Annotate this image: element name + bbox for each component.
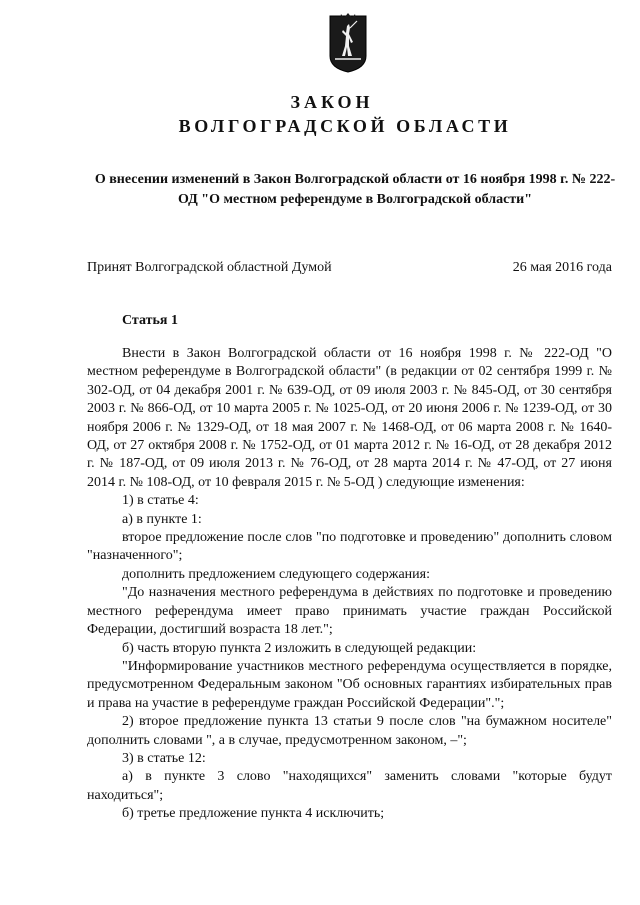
paragraph: б) третье предложение пункта 4 исключить; <box>122 806 385 822</box>
paragraph: а) в пункте 1: <box>122 511 202 527</box>
adoption-date: 26 мая 2016 года <box>512 260 612 275</box>
paragraph: 1) в статье 4: <box>122 493 199 509</box>
paragraph: "Информирование участников местного референдума осуществляется в порядке, предусмотренном Федеральным законом "Об основных гарантиях избирательных прав и права на участие в референдуме граждан Российской Федерации"."; <box>87 658 612 711</box>
law-region-title: ВОЛГОГРАДСКОЙ ОБЛАСТИ <box>178 116 512 136</box>
paragraph: дополнить предложением следующего содержания: <box>122 566 430 582</box>
paragraph: "До назначения местного референдума в действиях по подготовке и проведению местного референдума имеет право принимать участие граждан Российской Федерации, достигший возраста 18 лет."; <box>87 585 612 638</box>
paragraph: второе предложение после слов "по подготовке и проведению" дополнить словом "назначенного"; <box>87 530 612 564</box>
paragraph: б) часть вторую пункта 2 изложить в следующей редакции: <box>122 640 477 656</box>
paragraph: 3) в статье 12: <box>122 750 206 766</box>
adoption-line <box>87 260 612 276</box>
paragraph: а) в пункте 3 слово "находящихся" заменить словами "которые будут находиться"; <box>87 769 612 803</box>
coat-of-arms-emblem <box>327 12 369 74</box>
adopted-by: Принят Волгоградской областной Думой <box>87 260 332 275</box>
paragraph: 2) второе предложение пункта 13 статьи 9 после слов "на бумажном носителе" дополнить словами ", а в случае, предусмотренном законом, –"; <box>87 714 612 748</box>
law-title: ЗАКОН <box>290 92 374 112</box>
paragraph: Внести в Закон Волгоградской области от 16 ноября 1998 г. № 222-ОД "О местном референдуме в Волгоградской области" (в редакции от 02 сентября 1999 г. № 302-ОД, от 04 декабря 2001 г. № 639-ОД, от 09 июля 2003 г. № 845-ОД, от 30 сентября 2003 г. № 866-ОД, от 10 марта 2005 г. № 1025-ОД, от 20 июня 2006 г. № 1239-ОД, от 30 ноября 2006 г. № 1329-ОД, от 18 мая 2007 г. № 1468-ОД, от 06 марта 2008 г. № 1640-ОД, от 27 октября 2008 г. № 1752-ОД, от 01 марта 2012 г. № 16-ОД, от 28 декабря 2012 г. № 187-ОД, от 09 июля 2013 г. № 76-ОД, от 28 марта 2014 г. № 47-ОД, от 27 июня 2014 г. № 108-ОД, от 10 февраля 2015 г. № 5-ОД ) следующие изменения: <box>87 346 612 490</box>
law-subject: О внесении изменений в Закон Волгоградской области от 16 ноября 1998 г. № 222-ОД "О местном референдуме в Волгоградской области" <box>94 172 616 207</box>
article-body <box>87 345 612 824</box>
article-heading: Статья 1 <box>122 313 178 328</box>
